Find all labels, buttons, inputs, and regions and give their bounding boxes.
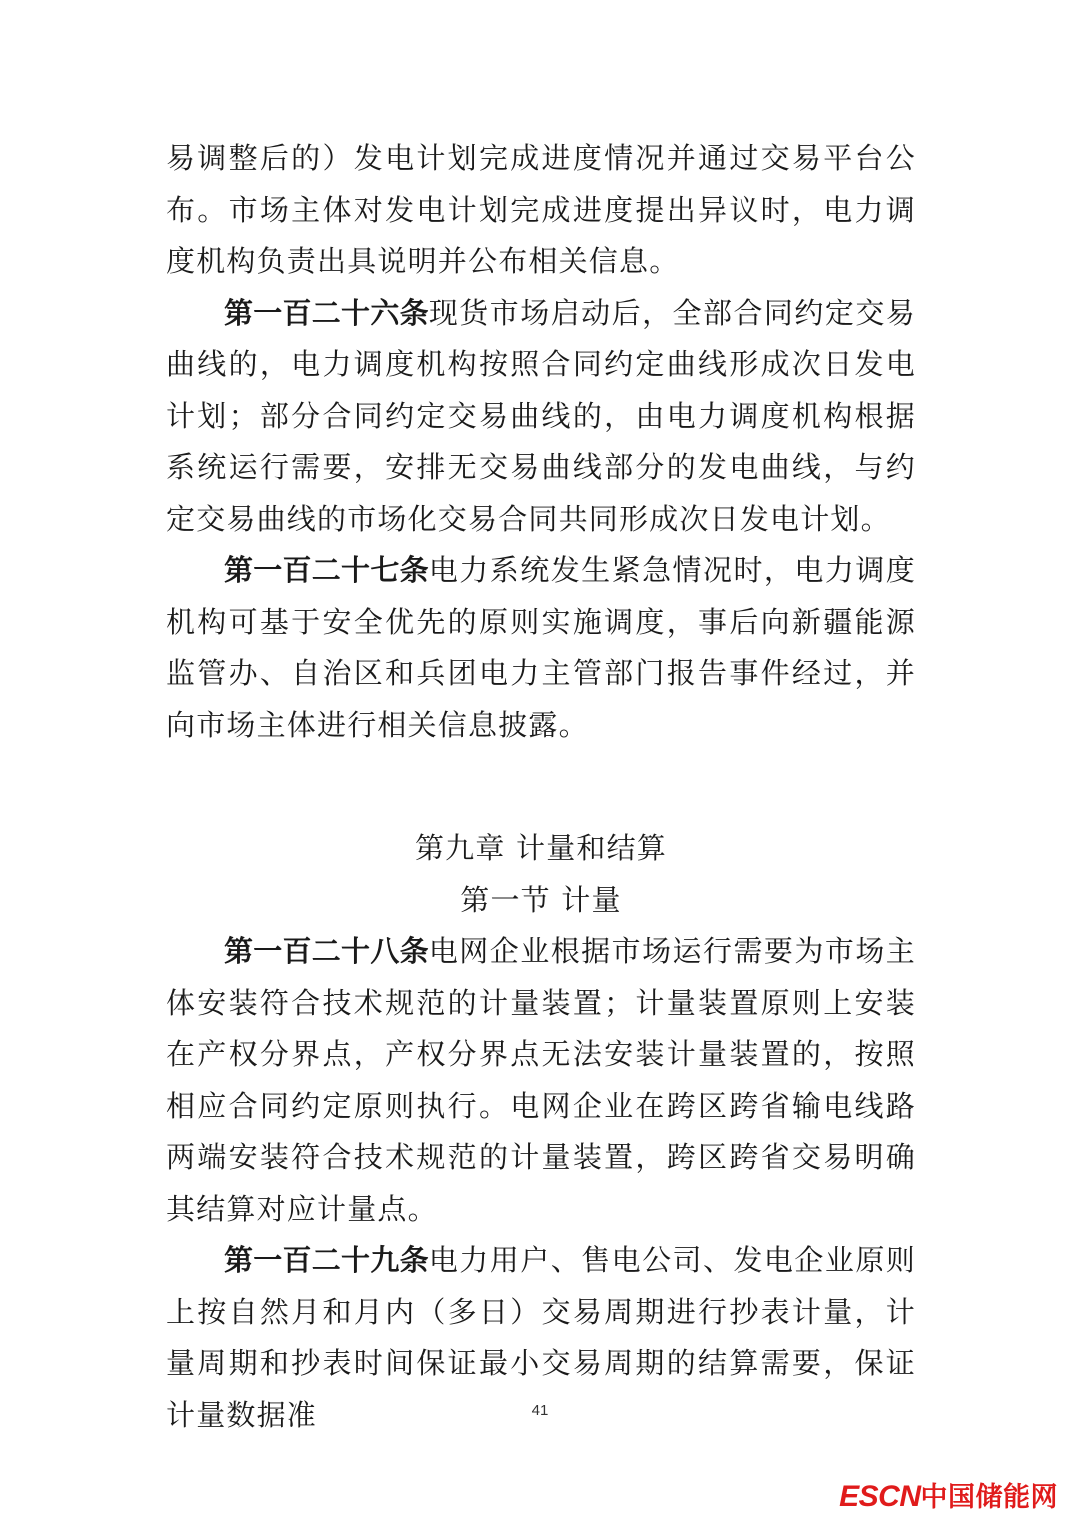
- chapter-title: 第九章 计量和结算: [414, 831, 668, 865]
- article-126: [166, 288, 916, 546]
- article-text: 电网企业根据市场运行需要为市场主体安装符合技术规范的计量装置；计量装置原则上安装在产权分界点，产权分界点无法安装计量装置的，按照相应合同约定原则执行。电网企业在跨区跨省输电线路两端安装符合技术规范的计量装置，跨区跨省交易明确其结算对应计量点。: [166, 934, 916, 1226]
- article-text: 电力用户、售电公司、发电企业原则上按自然月和月内（多日）交易周期进行抄表计量，计量周期和抄表时间保证最小交易周期的结算需要，保证计量数据准: [166, 1243, 916, 1432]
- article-number: 第一百二十八条: [224, 934, 429, 968]
- article-127: [166, 545, 916, 751]
- article-number: 第一百二十六条: [224, 295, 429, 330]
- escn-watermark-logo: [839, 1480, 1058, 1514]
- article-text: 现货市场启动后，全部合同约定交易曲线的，电力调度机构按照合同约定曲线形成次日发电计划；部分合同约定交易曲线的，由电力调度机构根据系统运行需要，安排无交易曲线部分的发电曲线，与约定交易曲线的市场化交易合同共同形成次日发电计划。: [166, 295, 916, 536]
- document-body: [166, 133, 916, 1441]
- section-title: 第一节 计量: [460, 882, 622, 917]
- paragraph-continued: [166, 133, 916, 288]
- article-number: 第一百二十九条: [224, 1243, 429, 1277]
- watermark-chinese: 中国储能网: [920, 1482, 1058, 1512]
- watermark-latin: ESCN: [839, 1480, 921, 1513]
- article-text: 电力系统发生紧急情况时，电力调度机构可基于安全优先的原则实施调度，事后向新疆能源监管办、自治区和兵团电力主管部门报告事件经过，并向市场主体进行相关信息披露。: [166, 553, 916, 742]
- paragraph-text: 易调整后的）发电计划完成进度情况并通过交易平台公布。市场主体对发电计划完成进度提出异议时，电力调度机构负责出具说明并公布相关信息。: [166, 141, 916, 278]
- page-number: 41: [531, 1402, 549, 1419]
- article-number: 第一百二十七条: [224, 553, 429, 587]
- article-128: [166, 926, 916, 1235]
